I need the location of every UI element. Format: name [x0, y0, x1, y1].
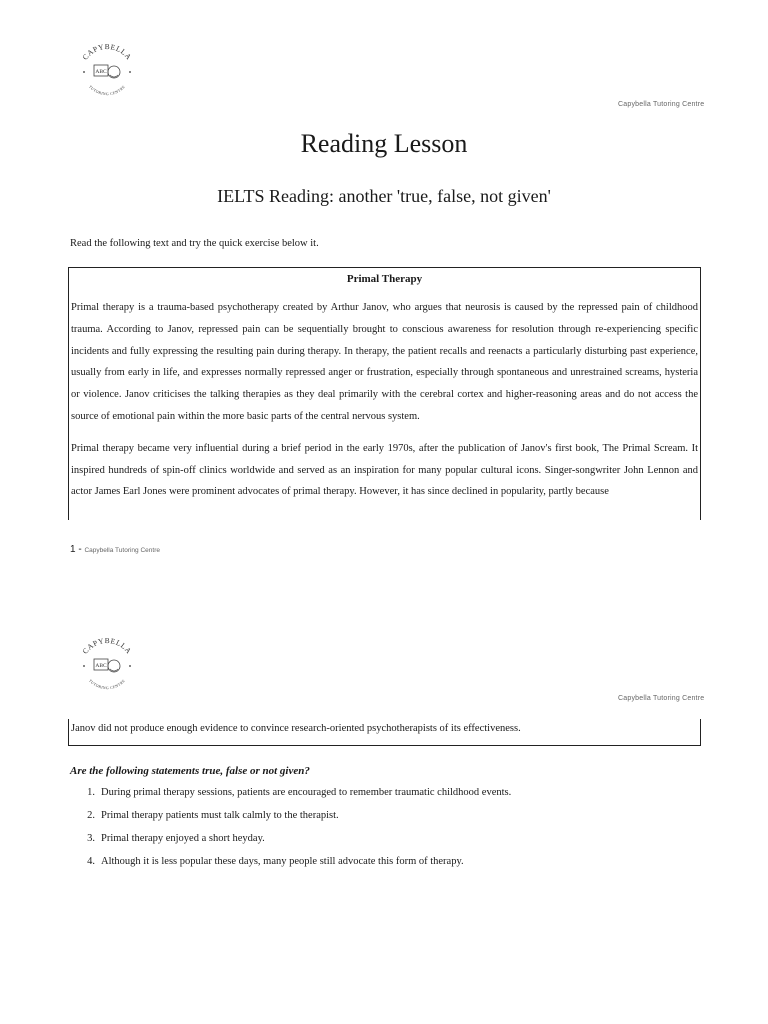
page-footer	[70, 544, 160, 555]
svg-text:CAPYBELLA	[80, 42, 133, 62]
question-list	[65, 787, 705, 877]
logo-bottom-text: TUTORING CENTRE	[88, 84, 126, 97]
question-number: 3.	[87, 833, 95, 844]
question-text: Primal therapy patients must talk calmly to the therapist.	[101, 810, 339, 821]
question-number: 4.	[87, 856, 95, 867]
footer-label: Capybella Tutoring Centre	[84, 547, 160, 554]
intro-text: Read the following text and try the quick exercise below it.	[70, 238, 319, 249]
svg-text:TUTORING CENTRE	[88, 679, 126, 691]
logo-top-text: CAPYBELLA	[80, 635, 134, 656]
question-heading: Are the following statements true, false or not given?	[70, 765, 310, 777]
question-text: Primal therapy enjoyed a short heyday.	[101, 833, 265, 844]
logo-top-text: CAPYBELLA	[80, 41, 134, 62]
list-item	[65, 810, 339, 821]
question-text: Although it is less popular these days, many people still advocate this form of therapy.	[101, 856, 464, 867]
question-number: 1.	[87, 787, 95, 798]
passage-title: Primal Therapy	[346, 273, 423, 285]
header-label: Capybella Tutoring Centre	[618, 101, 705, 108]
logo-center-text: ABC	[95, 663, 107, 669]
capybella-logo-page2	[72, 632, 142, 702]
svg-text:TUTORING CENTRE	[88, 85, 126, 97]
page-subtitle: IELTS Reading: another 'true, false, not given'	[217, 186, 551, 206]
svg-text:CAPYBELLA	[80, 636, 133, 656]
list-item	[65, 833, 265, 844]
header-label-page2: Capybella Tutoring Centre	[618, 695, 705, 702]
logo-bottom-text: TUTORING CENTRE	[88, 678, 126, 691]
reading-passage-box	[68, 267, 701, 520]
question-text: During primal therapy sessions, patients are encouraged to remember traumatic childhood events.	[101, 787, 512, 798]
reading-passage-box-continued	[68, 719, 701, 746]
passage-continued-text: Janov did not produce enough evidence to convince research-oriented psychotherapists of its effectiveness.	[71, 723, 521, 734]
page-number: 1 -	[70, 544, 82, 555]
capybella-logo	[72, 38, 142, 108]
list-item	[65, 856, 464, 867]
logo-graphic-page2	[72, 632, 142, 702]
logo-center-text: ABC	[95, 69, 107, 75]
passage-paragraph-2: Primal therapy became very influential during a brief period in the early 1970s, after the publication of Janov's first book, The Primal Scream. It inspired hundreds of spin-off clinics worldwide and served as an inspiration for many popular cultural icons. Singer-songwriter John Lennon and actor James Earl Jones were prominent advocates of primal therapy. However, it has since declined in popularity, partly because	[71, 442, 698, 498]
passage-paragraph-1: Primal therapy is a trauma-based psychotherapy created by Arthur Janov, who argues that neurosis is caused by the repressed pain of childhood trauma. According to Janov, repressed pain can be sequentially brought to conscious awareness for resolution through re-experiencing specific incidents and fully expressing the resulting pain during therapy. In therapy, the patient recalls and reenacts a particularly disturbing past experience, usually from early in life, and expresses normally repressed anger or frustration, especially through spontaneous and unrestrained screams, hysteria or violence. Janov criticises the talking therapies as they deal primarily with the cerebral cortex and higher-reasoning areas and do not access the source of emotional pain within the more basic parts of the central nervous system.	[71, 302, 698, 422]
page-title: Reading Lesson	[300, 129, 468, 158]
logo-graphic	[72, 38, 142, 108]
question-number: 2.	[87, 810, 95, 821]
list-item	[65, 787, 511, 798]
